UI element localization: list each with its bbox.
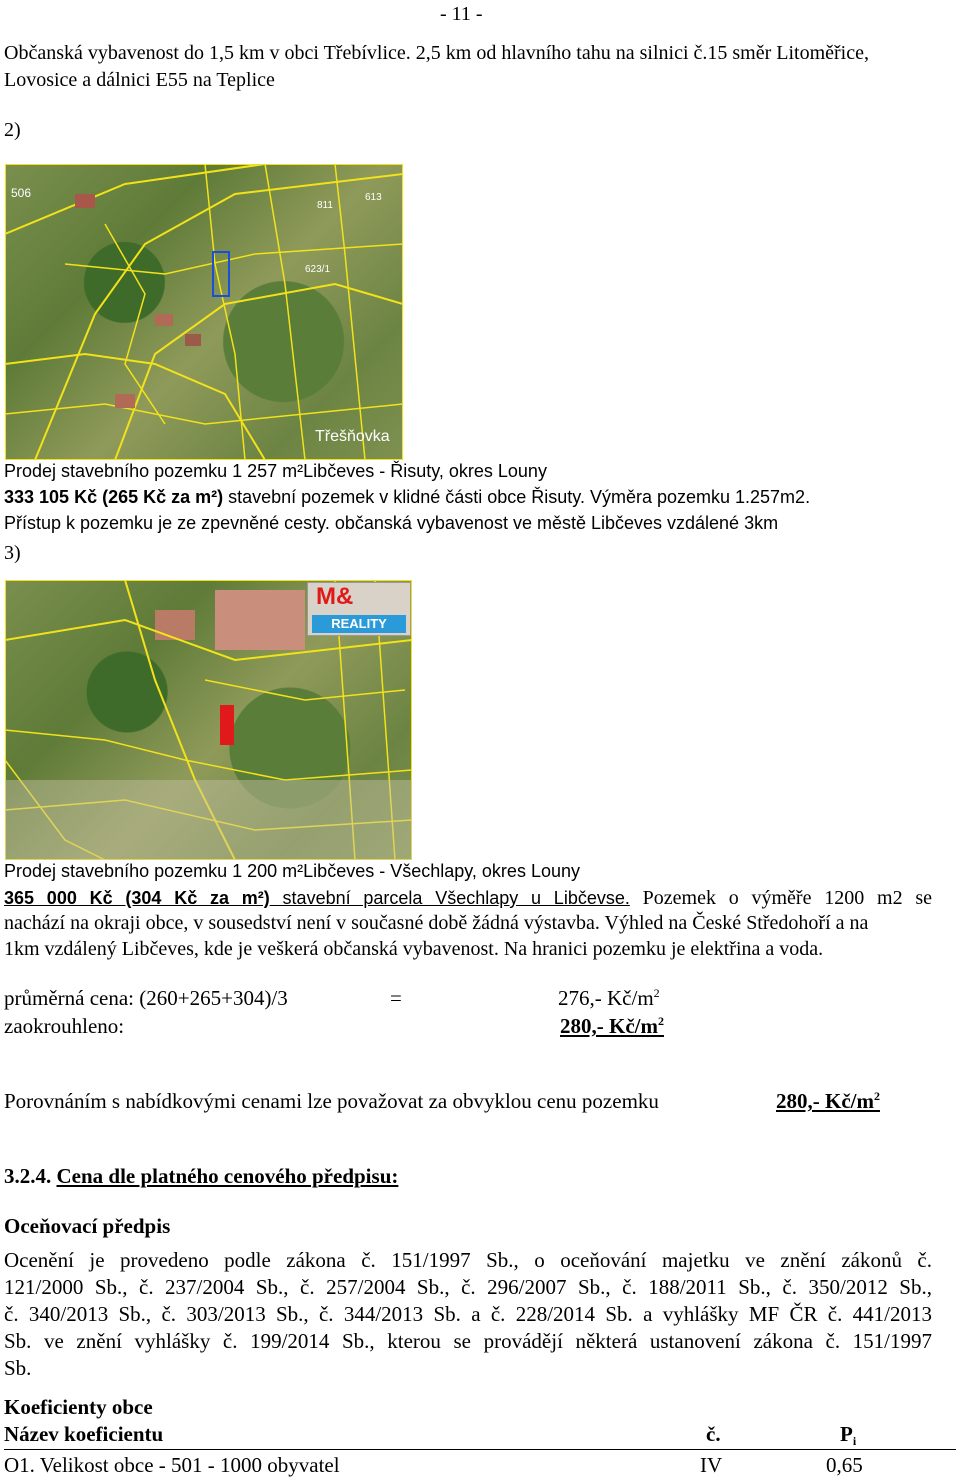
section-title: Cena dle platného cenového předpisu: xyxy=(56,1164,399,1188)
coefficients-col-p-sub: i xyxy=(852,1434,857,1448)
table-header-rule xyxy=(4,1449,956,1450)
coefficient-row-p: 0,65 xyxy=(826,1453,863,1477)
parcel-lines xyxy=(5,164,403,460)
map-parcel-811: 811 xyxy=(317,200,333,211)
intro-line-1: Občanská vybavenost do 1,5 km v obci Třebívlice. 2,5 km od hlavního tahu na silnici č.15 směr Litoměřice, xyxy=(4,42,869,64)
coefficients-col-p xyxy=(840,1421,856,1448)
coefficient-row-name: O1. Velikost obce - 501 - 1000 obyvatel xyxy=(4,1453,340,1477)
average-value-text: 276,- Kč/m xyxy=(558,986,654,1010)
cadastral-map-risuty xyxy=(5,164,403,460)
map-parcel-623: 623/1 xyxy=(305,264,331,275)
pricing-line-1-text: Ocenění je provedeno podle zákona č. 151/1997 Sb., o oceňování majetku ve znění zákonů č. xyxy=(4,1248,932,1272)
item-3-price: 365 000 Kč (304 Kč za m²) xyxy=(4,888,270,908)
pricing-line-4-text: Sb. ve znění vyhlášky č. 199/2014 Sb., kterou se provádějí některá ustanovení zákona č. 151/1997 xyxy=(4,1329,932,1353)
item-3-desc-b: Pozemek o výměře 1200 m2 se xyxy=(629,887,933,909)
pricing-line-3 xyxy=(4,1301,932,1328)
rounded-value xyxy=(560,1013,664,1040)
map-village-label: Třešňovka xyxy=(315,428,390,445)
pricing-line-2 xyxy=(4,1274,932,1301)
coefficients-heading: Koeficienty obce xyxy=(4,1395,153,1419)
intro-line-2: Lovosice a dálnici E55 na Teplice xyxy=(4,69,275,91)
comparison-value-text: 280,- Kč/m xyxy=(776,1089,874,1113)
map-parcel-506: 506 xyxy=(11,186,32,200)
coefficient-row-c: IV xyxy=(700,1453,723,1477)
item-3-price-line xyxy=(4,887,932,910)
page-number: - 11 - xyxy=(440,3,483,25)
item-3-desc-a: stavební parcela Všechlapy u Libčevse. xyxy=(269,888,630,908)
item-3-line-2: nachází na okraji obce, v sousedství není v současné době žádná výstavba. Výhled na České Středohoří a na xyxy=(4,912,869,934)
rounded-value-exp: 2 xyxy=(657,1014,664,1028)
realty-logo-mark: M& xyxy=(316,583,354,610)
section-heading xyxy=(4,1163,398,1190)
average-value-exp: 2 xyxy=(653,986,660,1000)
comparison-value xyxy=(776,1088,880,1115)
item-2-price-line xyxy=(4,487,810,508)
item-2-title: Prodej stavebního pozemku 1 257 m²Libčeves - Řisuty, okres Louny xyxy=(4,461,547,481)
item-2-number: 2) xyxy=(4,119,21,141)
average-value xyxy=(558,985,660,1012)
pricing-line-5: Sb. xyxy=(4,1356,32,1380)
rounded-label: zaokrouhleno: xyxy=(4,1014,125,1038)
item-2-price: 333 105 Kč (265 Kč za m²) xyxy=(4,487,224,507)
item-3-line-3: 1km vzdálený Libčeves, kde je veškerá občanská vybavenost. Na hranici pozemku je elektřina a voda. xyxy=(4,938,824,960)
pricing-line-3-text: č. 340/2013 Sb., č. 303/2013 Sb., č. 344/2013 Sb. a č. 228/2014 Sb. a vyhlášky MF ČR č. 441/2013 xyxy=(4,1302,932,1326)
item-2-amenities: občanská vybavenost ve městě Libčeves vzdálené 3km xyxy=(329,513,779,533)
pricing-line-1 xyxy=(4,1247,932,1274)
coefficients-col-name: Název koeficientu xyxy=(4,1422,164,1446)
section-number: 3.2.4. xyxy=(4,1164,52,1188)
realty-logo xyxy=(307,582,411,636)
cadastral-map-vsechlapy xyxy=(5,580,412,860)
pricing-line-4 xyxy=(4,1328,932,1355)
coefficients-col-c: č. xyxy=(706,1422,721,1446)
average-equals: = xyxy=(390,986,402,1010)
comparison-text: Porovnáním s nabídkovými cenami lze považovat za obvyklou cenu pozemku xyxy=(4,1089,659,1113)
item-2-access: Přístup k pozemku je ze zpevněné cesty. xyxy=(4,513,330,533)
average-label: průměrná cena: (260+265+304)/3 xyxy=(4,986,288,1010)
realty-logo-text: REALITY xyxy=(312,615,406,633)
item-3-title: Prodej stavebního pozemku 1 200 m²Libčeves - Všechlapy, okres Louny xyxy=(4,861,580,881)
pricing-heading: Oceňovací předpis xyxy=(4,1214,171,1238)
map-parcel-613: 613 xyxy=(365,192,382,203)
item-2-desc-1: stavební pozemek v klidné části obce Řisuty. Výměra pozemku 1.257m2. xyxy=(223,487,811,507)
rounded-value-text: 280,- Kč/m xyxy=(560,1014,658,1038)
pricing-line-2-text: 121/2000 Sb., č. 237/2004 Sb., č. 257/2004 Sb., č. 296/2007 Sb., č. 188/2011 Sb., č. 350/2012 Sb., xyxy=(4,1275,932,1299)
item-2-desc-line-2 xyxy=(4,513,778,534)
comparison-value-exp: 2 xyxy=(873,1089,880,1103)
item-3-number: 3) xyxy=(4,542,21,564)
coefficients-col-p-text: P xyxy=(840,1422,853,1446)
